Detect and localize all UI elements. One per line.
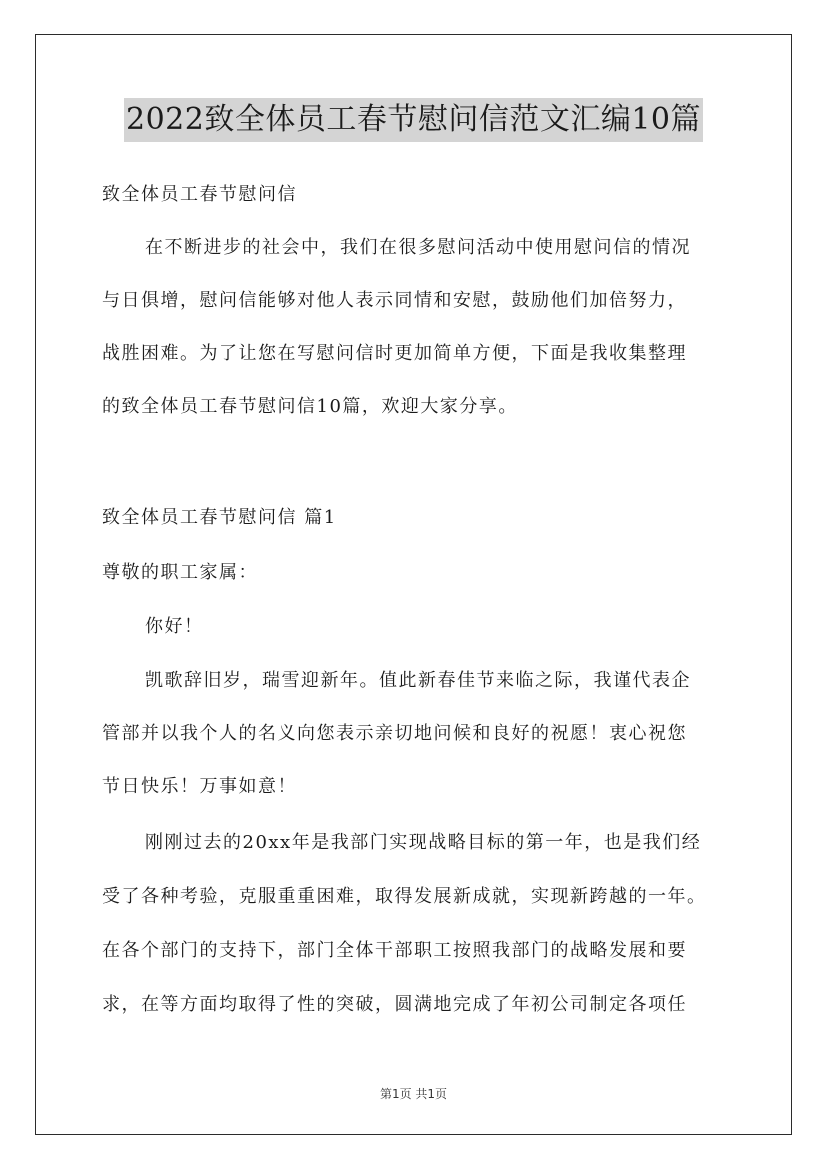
paragraph-line: 管部并以我个人的名义向您表示亲切地问候和良好的祝愿！衷心祝您 — [102, 723, 687, 744]
document-title: 2022致全体员工春节慰问信范文汇编10篇 — [124, 98, 703, 142]
paragraph-line: 受了各种考验，克服重重困难，取得发展新成就，实现新跨越的一年。 — [102, 886, 707, 907]
paragraph-line: 在各个部门的支持下，部门全体干部职工按照我部门的战略发展和要 — [102, 940, 687, 961]
paragraph-line: 在不断进步的社会中，我们在很多慰问活动中使用慰问信的情况 — [145, 237, 691, 258]
greeting: 你好！ — [145, 616, 204, 637]
paragraph-line: 战胜困难。为了让您在写慰问信时更加简单方便，下面是我收集整理 — [102, 343, 687, 364]
paragraph-line: 与日俱增，慰问信能够对他人表示同情和安慰，鼓励他们加倍努力， — [102, 290, 687, 311]
paragraph-line: 求，在等方面均取得了性的突破，圆满地完成了年初公司制定各项任 — [102, 994, 687, 1015]
title-container — [0, 98, 827, 142]
paragraph-line: 节日快乐！万事如意！ — [102, 776, 297, 797]
section-heading: 致全体员工春节慰问信 篇1 — [102, 507, 337, 528]
salutation: 尊敬的职工家属： — [102, 562, 258, 583]
page-number-footer: 第1页 共1页 — [379, 1087, 448, 1101]
paragraph-line: 的致全体员工春节慰问信10篇，欢迎大家分享。 — [102, 396, 518, 417]
paragraph-line: 凯歌辞旧岁，瑞雪迎新年。值此新春佳节来临之际，我谨代表企 — [145, 670, 691, 691]
paragraph-line: 刚刚过去的20xx年是我部门实现战略目标的第一年，也是我们经 — [145, 832, 702, 853]
intro-heading: 致全体员工春节慰问信 — [102, 184, 297, 205]
